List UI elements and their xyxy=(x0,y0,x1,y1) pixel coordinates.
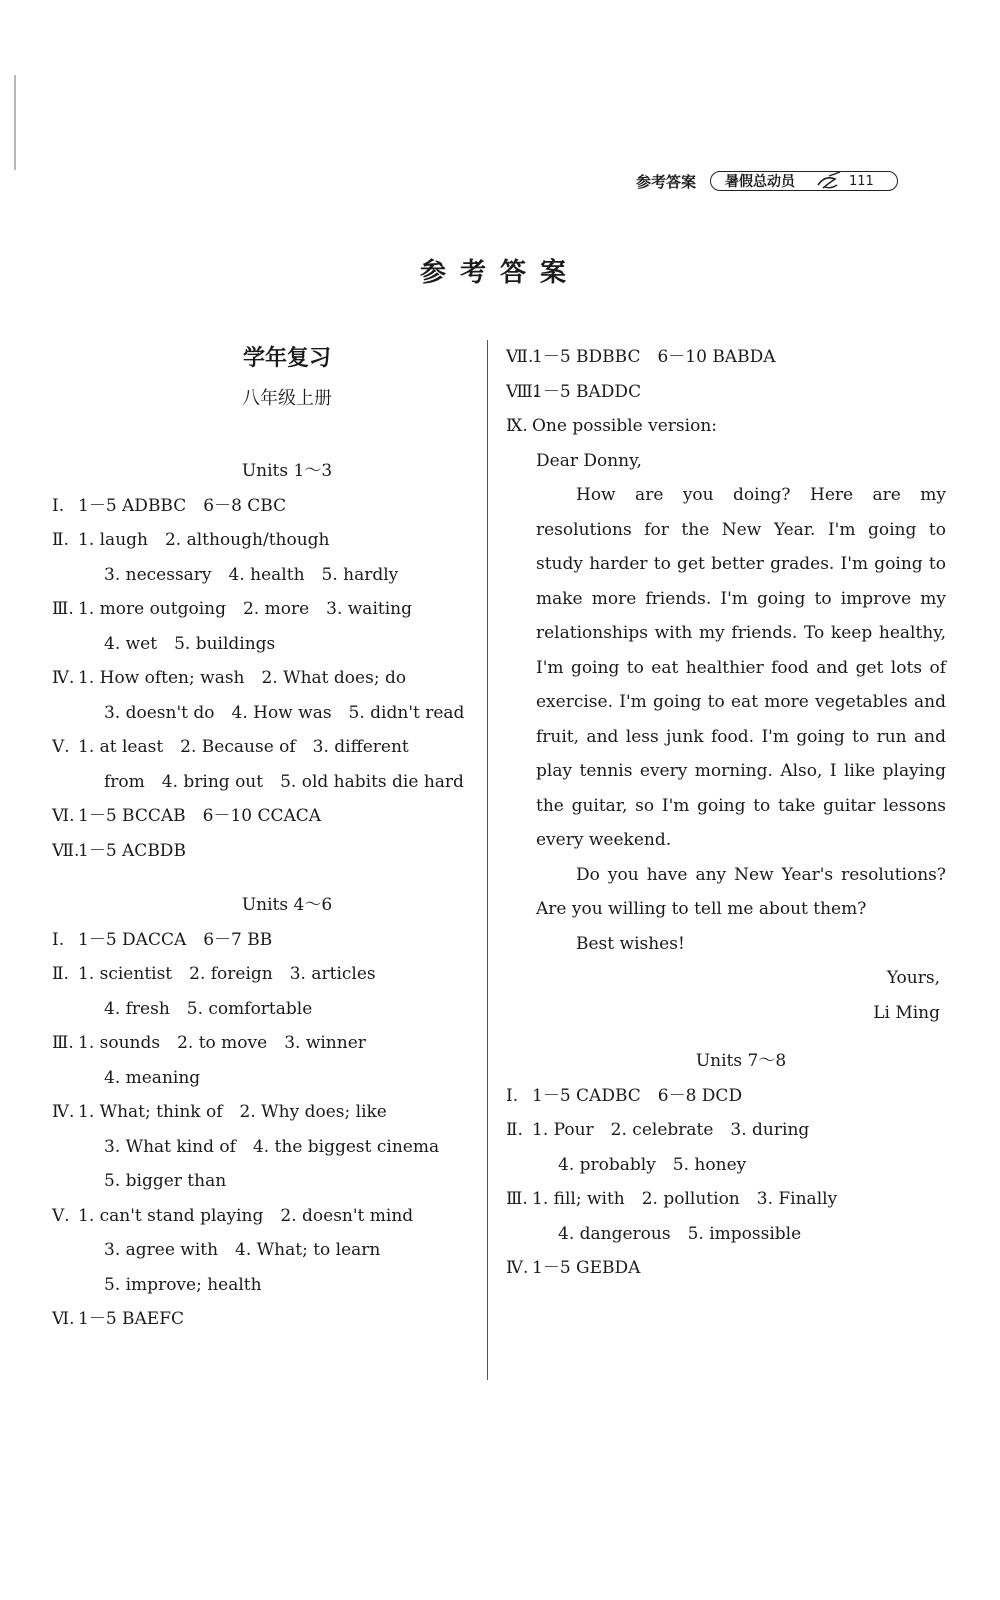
answer-text: 1－5 BDBBC 6－10 BABDA xyxy=(532,347,776,367)
scan-edge-line xyxy=(14,75,16,170)
answer-text: 5. improve; health xyxy=(104,1274,262,1295)
answer-text: 3. necessary 4. health 5. hardly xyxy=(104,564,399,585)
header-pill xyxy=(710,171,898,191)
header-pill-label: 暑假总动员 xyxy=(725,174,796,190)
sample-letter xyxy=(506,444,946,1031)
unit-heading-4-6: Units 4～6 xyxy=(241,895,333,915)
answer-line xyxy=(506,1113,946,1148)
question-number: Ⅵ. xyxy=(52,1309,75,1329)
main-title: 参考答案 xyxy=(419,258,580,288)
question-number: Ⅲ. xyxy=(506,1189,528,1209)
answer-line xyxy=(506,409,946,444)
answer-text: 5. bigger than xyxy=(104,1171,227,1191)
question-number xyxy=(506,1148,532,1183)
question-number: Ⅳ. xyxy=(506,1258,529,1278)
left-column xyxy=(52,340,472,1337)
question-number: Ⅴ. xyxy=(52,737,70,757)
question-number: Ⅰ. xyxy=(506,1085,519,1106)
answer-text: 1－5 BCCAB 6－10 CCACA xyxy=(78,806,322,826)
question-number xyxy=(506,1217,532,1252)
answer-line xyxy=(506,1251,946,1286)
answer-text: 4. probably 5. honey xyxy=(558,1154,747,1175)
question-number xyxy=(52,696,78,731)
answer-text: 1－5 ADBBC 6－8 CBC xyxy=(78,495,287,516)
answer-text: 1－5 BADDC xyxy=(532,381,642,402)
answer-line xyxy=(52,661,472,696)
question-number xyxy=(52,1233,78,1268)
letter-body: How are you doing? Here are my resolutions for the New Year. I'm going to study harder to get better grades. I'm going to make more friends. I'm going to improve my relationships with my friends. To keep healthy, I'm going to eat healthier food and get lots of exercise. I'm going to eat more vegetables and fruit, and less junk food. I'm going to run and play tennis every morning. Also, I like playing the guitar, so I'm going to take guitar lessons every weekend. xyxy=(536,485,946,850)
question-number: Ⅳ. xyxy=(52,668,75,688)
answer-text: 1. more outgoing 2. more 3. waiting xyxy=(78,599,412,619)
question-number: Ⅱ. xyxy=(506,1120,523,1140)
question-number: Ⅶ. xyxy=(506,347,534,367)
section-title: 学年复习 xyxy=(242,346,331,371)
sun-sketch-icon xyxy=(815,171,845,191)
answers-units-4-6 xyxy=(52,923,472,1337)
answer-line xyxy=(52,1268,472,1303)
answer-text: 1－5 CADBC 6－8 DCD xyxy=(532,1085,743,1106)
answer-line xyxy=(52,489,472,524)
header-left-label: 参考答案 xyxy=(636,172,697,191)
answer-text: 3. doesn't do 4. How was 5. didn't read xyxy=(104,702,465,723)
question-number: Ⅱ. xyxy=(52,964,69,984)
column-divider xyxy=(487,340,488,1380)
page-number: 111 xyxy=(849,173,874,189)
question-number xyxy=(52,765,78,800)
question-number: Ⅶ. xyxy=(52,840,80,861)
answer-line xyxy=(52,696,472,731)
answer-line xyxy=(52,957,472,992)
question-number: Ⅳ. xyxy=(52,1102,75,1122)
answers-units-7-8 xyxy=(506,1079,946,1286)
answer-text: 1. What; think of 2. Why does; like xyxy=(78,1102,387,1122)
answer-line xyxy=(52,592,472,627)
right-column xyxy=(506,340,946,1286)
letter-signature: Li Ming xyxy=(873,1002,940,1023)
answer-line xyxy=(52,834,472,869)
answer-line xyxy=(52,1026,472,1061)
answer-text: 4. dangerous 5. impossible xyxy=(558,1223,802,1244)
answer-text: 4. wet 5. buildings xyxy=(104,633,276,654)
answer-line xyxy=(52,1095,472,1130)
letter-body-2: Do you have any New Year's resolutions? Are you willing to tell me about them? xyxy=(536,864,946,919)
question-number: Ⅴ. xyxy=(52,1205,70,1226)
answer-line xyxy=(52,1302,472,1337)
answer-line xyxy=(52,1233,472,1268)
answer-line xyxy=(52,558,472,593)
answer-line xyxy=(52,730,472,765)
answer-line xyxy=(52,1061,472,1096)
answer-line xyxy=(506,1217,946,1252)
answer-line xyxy=(506,375,946,410)
question-number: Ⅲ. xyxy=(52,1033,74,1053)
answer-line xyxy=(52,1164,472,1199)
question-number xyxy=(52,1130,78,1165)
answer-text: 4. meaning xyxy=(104,1067,201,1088)
question-number xyxy=(52,558,78,593)
letter-closing: Yours, xyxy=(886,968,940,988)
answer-line xyxy=(506,1079,946,1114)
answer-text: 1－5 GEBDA xyxy=(532,1258,641,1278)
answer-text: 3. What kind of 4. the biggest cinema xyxy=(104,1136,440,1157)
question-number: Ⅰ. xyxy=(52,495,65,516)
answer-text: One possible version: xyxy=(532,416,717,436)
answers-units-1-3 xyxy=(52,489,472,869)
unit-heading-7-8: Units 7～8 xyxy=(695,1051,787,1071)
question-number: Ⅱ. xyxy=(52,530,69,550)
answer-text: 1. How often; wash 2. What does; do xyxy=(78,668,407,688)
question-number: Ⅵ. xyxy=(52,806,75,826)
unit-heading-1-3: Units 1～3 xyxy=(241,461,333,481)
answer-line xyxy=(52,992,472,1027)
answer-text: from 4. bring out 5. old habits die hard xyxy=(104,771,464,792)
question-number: Ⅸ. xyxy=(506,416,528,436)
answer-line xyxy=(52,799,472,834)
letter-greeting: Dear Donny, xyxy=(536,450,642,471)
answer-line xyxy=(506,340,946,375)
answer-line xyxy=(52,1199,472,1234)
question-number xyxy=(52,992,78,1027)
answer-line xyxy=(506,1182,946,1217)
answer-text: 1. sounds 2. to move 3. winner xyxy=(78,1033,366,1053)
answer-line xyxy=(52,1130,472,1165)
question-number xyxy=(52,1164,78,1199)
question-number xyxy=(52,1061,78,1096)
answer-text: 1－5 BAEFC xyxy=(78,1309,185,1329)
answers-continued xyxy=(506,340,946,444)
question-number: Ⅲ. xyxy=(52,599,74,619)
page-header xyxy=(636,170,898,192)
answer-line xyxy=(52,627,472,662)
answer-text: 1－5 DACCA 6－7 BB xyxy=(78,929,273,950)
question-number: Ⅷ. xyxy=(506,381,539,402)
answer-text: 1. scientist 2. foreign 3. articles xyxy=(78,964,376,984)
answer-text: 1－5 ACBDB xyxy=(78,840,186,861)
question-number xyxy=(52,627,78,662)
question-number: Ⅰ. xyxy=(52,929,65,950)
answer-text: 1. fill; with 2. pollution 3. Finally xyxy=(532,1189,838,1209)
answer-text: 1. laugh 2. although/though xyxy=(78,530,330,550)
question-number xyxy=(52,1268,78,1303)
answer-text: 1. Pour 2. celebrate 3. during xyxy=(532,1120,810,1140)
answer-line xyxy=(52,923,472,958)
answer-text: 4. fresh 5. comfortable xyxy=(104,998,313,1019)
answer-line xyxy=(506,1148,946,1183)
sub-title: 八年级上册 xyxy=(242,388,332,409)
answer-text: 1. at least 2. Because of 3. different xyxy=(78,737,409,757)
answer-text: 3. agree with 4. What; to learn xyxy=(104,1240,381,1260)
letter-wishes: Best wishes! xyxy=(576,933,685,954)
answer-text: 1. can't stand playing 2. doesn't mind xyxy=(78,1205,414,1226)
answer-line xyxy=(52,523,472,558)
answer-line xyxy=(52,765,472,800)
